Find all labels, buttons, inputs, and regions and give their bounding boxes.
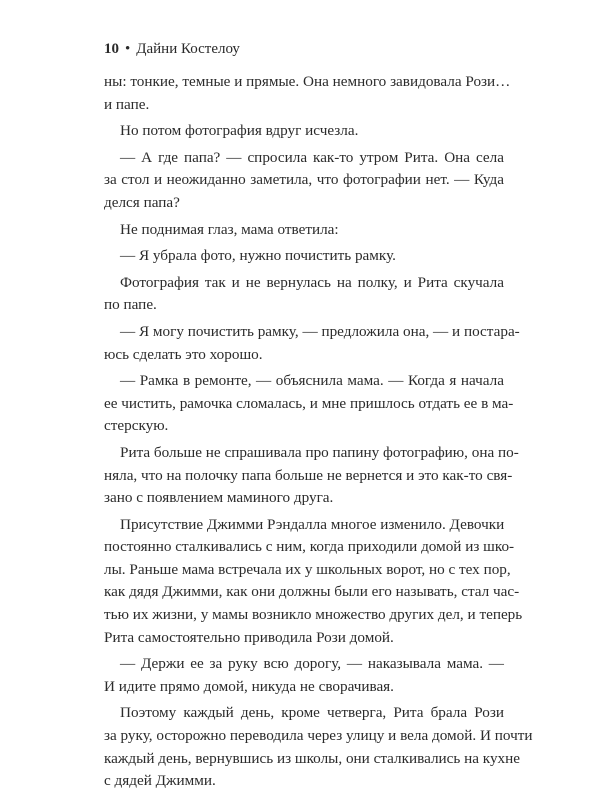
paragraph (104, 219, 504, 242)
text-line: Поэтому каждый день, кроме четверга, Рита брала Рози (120, 704, 504, 722)
paragraph (104, 147, 504, 215)
text-line: — Держи ее за руку всю дорогу, — наказывала мама. — (120, 655, 504, 673)
text-line: — Рамка в ремонте, — объяснила мама. — Когда я начала (120, 372, 504, 390)
text-line: Рита больше не спрашивала про папину фотографию, она по- (120, 443, 519, 461)
text-line: юсь сделать это хорошо. (104, 345, 263, 363)
text-line: как дядя Джимми, как они должны были его называть, стал час- (104, 583, 520, 601)
text-line: Рита самостоятельно приводила Рози домой. (104, 628, 394, 646)
text-line: Не поднимая глаз, мама ответила: (120, 220, 339, 238)
text-line: за стол и неожиданно заметила, что фотографии нет. — Куда (104, 171, 504, 189)
paragraph (104, 71, 511, 116)
running-header (104, 39, 240, 59)
paragraph (104, 442, 519, 510)
text-line: Но потом фотография вдруг исчезла. (120, 122, 359, 140)
text-line: Присутствие Джимми Рэндалла многое изменило. Девочки (120, 515, 505, 533)
text-line: за руку, осторожно переводила через улицу и вела домой. И почти (104, 727, 533, 745)
text-line: — А где папа? — спросила как-то утром Рита. Она села (120, 148, 504, 166)
paragraph (104, 514, 523, 650)
text-line: ны: тонкие, темные и прямые. Она немного завидовала Рози… (104, 73, 511, 90)
text-line: — Я убрала фото, нужно почистить рамку. (120, 247, 396, 265)
text-line: няла, что на полочку папа больше не вернется и это как-то свя- (104, 466, 513, 484)
text-line: ее чистить, рамочка сломалась, и мне пришлось отдать ее в ма- (104, 394, 514, 412)
paragraph (104, 245, 504, 268)
text-line: — Я могу почистить рамку, — предложила она, — и постара- (120, 322, 520, 340)
paragraph (104, 653, 504, 698)
body-text (104, 71, 533, 797)
text-line: и папе. (104, 95, 150, 113)
paragraph (104, 321, 520, 366)
text-line: И идите прямо домой, никуда не сворачивая. (104, 677, 394, 695)
header-separator: • (125, 41, 131, 57)
paragraph (104, 120, 504, 143)
author-name: Дайни Костелоу (136, 41, 240, 57)
text-line: по папе. (104, 296, 157, 314)
page-number: 10 (104, 41, 119, 57)
paragraph (104, 272, 504, 317)
text-line: лы. Раньше мама встречала их у школьных ворот, но с тех пор, (104, 560, 511, 578)
text-line: каждый день, вернувшись из школы, они сталкивались на кухне (104, 749, 521, 767)
text-line: Фотография так и не вернулась на полку, и Рита скучала (120, 273, 504, 291)
text-line: с дядей Джимми. (104, 772, 216, 790)
paragraph (104, 702, 533, 792)
text-line: постоянно сталкивались с ним, когда приходили домой из шко- (104, 538, 515, 556)
text-line: зано с появлением маминого друга. (104, 489, 334, 507)
text-line: делся папа? (104, 193, 180, 211)
text-line: стерскую. (104, 417, 169, 435)
paragraph (104, 370, 514, 438)
text-line: тью их жизни, у мамы возникло множество других дел, и теперь (104, 606, 523, 624)
